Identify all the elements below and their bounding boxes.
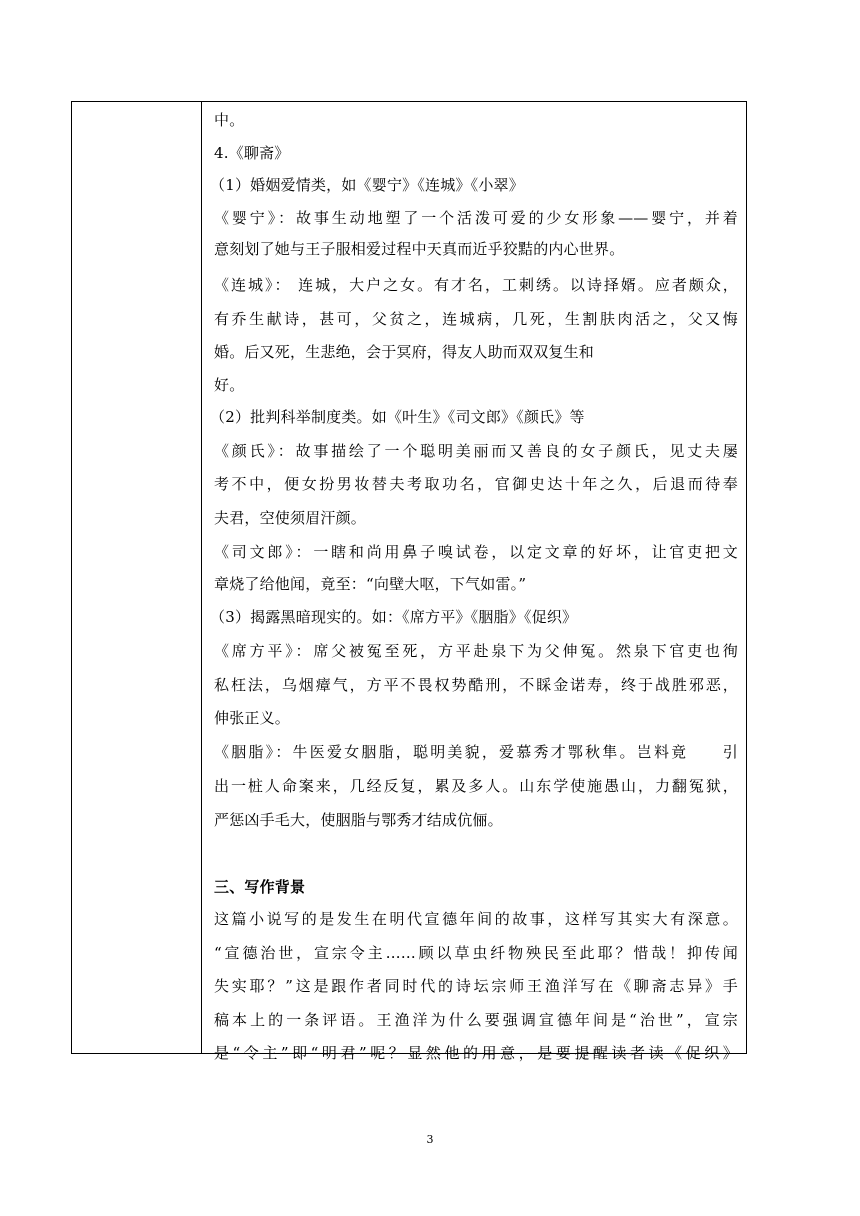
- text-line: 《胭脂》：牛医爱女胭脂，聪明美貌，爱慕秀才鄂秋隼。岂料竟 引: [214, 743, 738, 761]
- text-line: 这篇小说写的是发生在明代宣德年间的故事，这样写其实大有深意。: [214, 910, 738, 928]
- text-line: 中。: [214, 111, 245, 129]
- text-line: 《连城》： 连城，大户之女。有才名，工刺绣。以诗择婿。应者颇众，: [214, 276, 738, 294]
- column-divider: [201, 101, 202, 1054]
- text-line: “宣德治世，宣宗令主……顾以草虫纤物殃民至此耶？惜哉！抑传闻: [214, 944, 738, 962]
- text-line: 《婴宁》：故事生动地塑了一个活泼可爱的少女形象——婴宁，并着: [214, 209, 738, 227]
- text-line: 有乔生献诗，甚可，父贫之，连城病，几死，生割肤肉活之，父又悔: [214, 310, 738, 328]
- text-line: 是“令主”即“明君”呢？显然他的用意，是要提醒读者读《促织》: [214, 1044, 738, 1062]
- text-line: 夫君，空使须眉汗颜。: [214, 509, 367, 527]
- left-empty-cell: [72, 102, 201, 1053]
- text-line: 严惩凶手毛大，使胭脂与鄂秀才结成伉俪。: [214, 811, 503, 829]
- text-line: 出一桩人命案来，几经反复，累及多人。山东学使施愚山，力翻冤狱，: [214, 777, 738, 795]
- text-line: 失实耶？”这是跟作者同时代的诗坛宗师王渔洋写在《聊斋志异》手: [214, 977, 738, 995]
- page-number: 3: [426, 1133, 434, 1146]
- text-line: 稿本上的一条评语。王渔洋为什么要强调宣德年间是“治世”，宣宗: [214, 1011, 738, 1029]
- text-line: （3）揭露黑暗现实的。如：《席方平》《胭脂》《促织》: [210, 608, 578, 626]
- text-line: 好。: [214, 376, 245, 394]
- text-line: 意刻划了她与王子服相爱过程中天真而近乎狡黠的内心世界。: [214, 240, 625, 258]
- text-line: 考不中，便女扮男妆替夫考取功名，官御史达十年之久，后退而待奉: [214, 475, 738, 493]
- text-line: 私枉法，乌烟瘴气，方平不畏权势酷刑，不睬金诺寿，终于战胜邪恶，: [214, 676, 738, 694]
- text-line: 章烧了给他闻，竟至：“向壁大呕，下气如雷。”: [214, 575, 527, 593]
- text-line: （1）婚姻爱情类，如《婴宁》《连城》《小翠》: [210, 176, 524, 194]
- text-line: 《席方平》：席父被冤至死，方平赴泉下为父伸冤。然泉下官吏也徇: [214, 642, 738, 660]
- text-line: 《司文郎》：一瞎和尚用鼻子嗅试卷，以定文章的好坏，让官吏把文: [214, 543, 738, 561]
- section-heading: 三、写作背景: [214, 878, 306, 896]
- text-line: 4.《聊斋》: [214, 144, 290, 162]
- text-line: 婚。后又死，生悲绝，会于冥府，得友人助而双双复生和: [214, 343, 595, 361]
- text-line: （2）批判科举制度类。如《叶生》《司文郎》《颜氏》等: [210, 408, 585, 426]
- text-line: 《颜氏》：故事描绘了一个聪明美丽而又善良的女子颜氏，见丈夫屡: [214, 442, 738, 460]
- text-line: 伸张正义。: [214, 709, 291, 727]
